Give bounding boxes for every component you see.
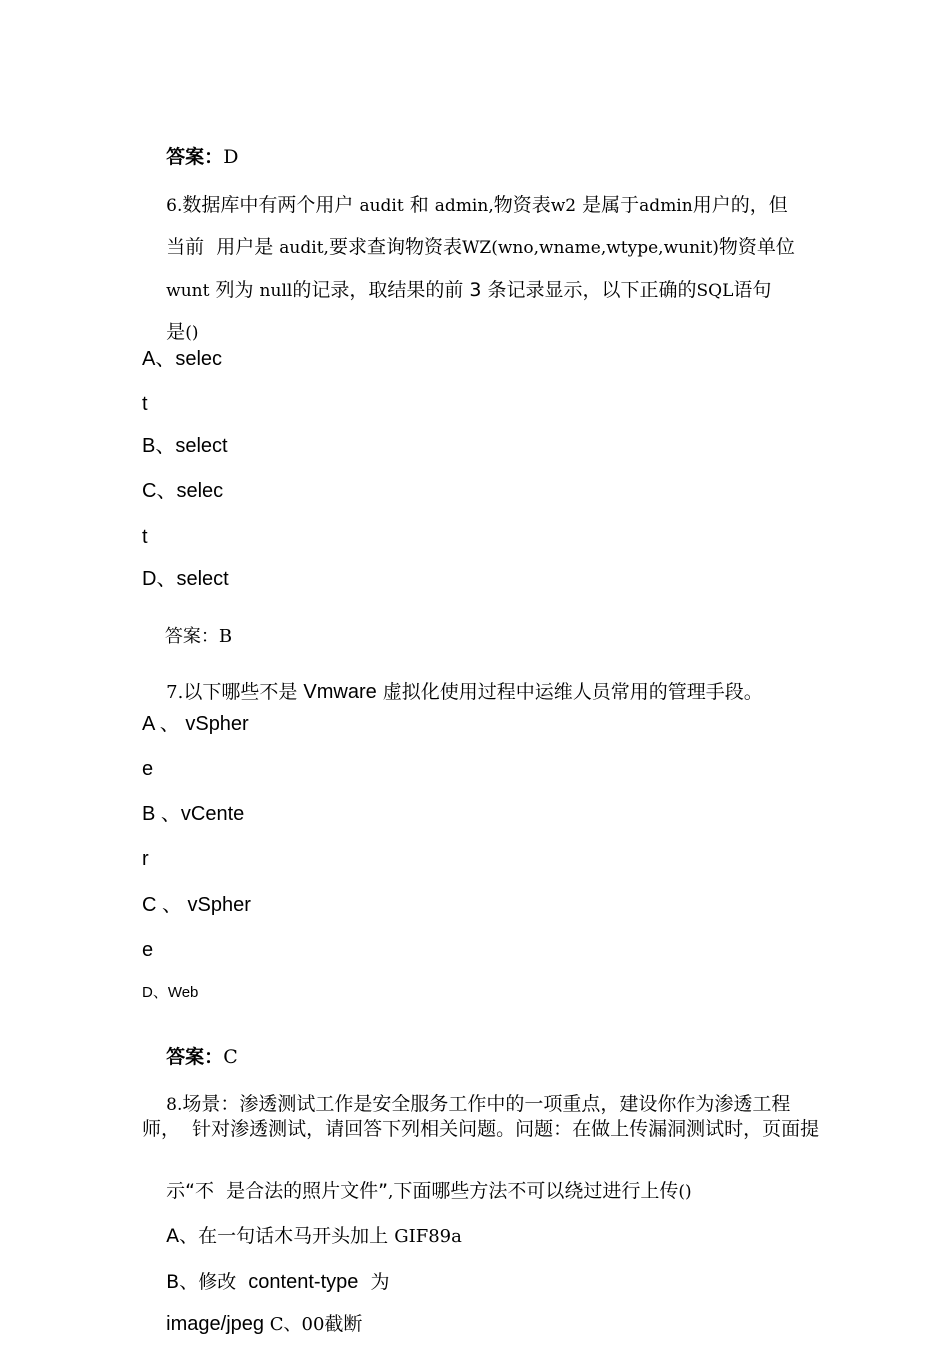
- text-run: 物资单位: [718, 236, 795, 258]
- text-run: 为: [358, 1271, 390, 1293]
- answer-label: 答案：: [164, 626, 219, 647]
- text-run: 以下哪些不是: [183, 681, 304, 703]
- text-run: ,: [387, 1182, 394, 1202]
- text-run: 数据库中有两个用户: [182, 194, 360, 216]
- code-run: (): [185, 323, 199, 343]
- q7-option-c: C 、 vSpher: [142, 894, 251, 916]
- text-run: C、00: [264, 1314, 325, 1335]
- q6-option-a: A、selec: [142, 348, 223, 370]
- text-run: 当前 用户是: [166, 236, 280, 258]
- text-run: 虚拟化使用过程中运维人员常用的管理手段。: [376, 681, 763, 703]
- q7-option-d: D、Web: [142, 984, 199, 1001]
- text-run: 的记录，取结果的前 3 条记录显示，以下正确的: [292, 279, 697, 301]
- code-run: (): [678, 1182, 692, 1202]
- text-run: 要求查询物资表: [328, 236, 462, 258]
- q6-option-c: C、selec: [142, 480, 224, 502]
- q6-option-a-wrap: t: [142, 393, 148, 415]
- code-run: audit: [359, 196, 404, 216]
- q6-option-b: B、select: [142, 435, 228, 457]
- text-run: 下面哪些方法不可以绕过进行上传: [393, 1180, 679, 1202]
- answer-label: 答案：: [166, 1046, 224, 1068]
- q6-number: 6.: [166, 196, 183, 216]
- q7-option-b: B 、vCente: [142, 803, 245, 825]
- q7-option-a: A 、 vSpher: [142, 713, 249, 735]
- code-run: audit,: [279, 238, 329, 258]
- q8-stem-line-2: 师， 针对渗透测试，请回答下列相关问题。问题：在做上传漏洞测试时，页面提: [142, 1118, 820, 1140]
- q8-number: 8.: [166, 1095, 183, 1115]
- q7-number: 7.: [166, 682, 184, 703]
- answer-q6: [142, 610, 232, 664]
- q7-option-a-wrap: e: [142, 758, 154, 780]
- text-run: content-type: [248, 1271, 359, 1293]
- text-run: 语句: [733, 279, 772, 301]
- code-run: null: [259, 281, 293, 301]
- text-run: 示“不 是合法的照片文件”: [166, 1180, 388, 1202]
- code-run: admin: [639, 196, 693, 216]
- text-run: 和: [403, 194, 435, 216]
- text-run: 列为: [209, 279, 260, 301]
- text-run: 物资表: [493, 194, 551, 216]
- text-run: 是属于: [576, 194, 640, 216]
- text-run: B、修改: [166, 1271, 249, 1293]
- text-run: GIF89a: [394, 1226, 462, 1247]
- q7-option-b-wrap: r: [142, 848, 149, 870]
- q7-option-c-wrap: e: [142, 939, 154, 961]
- q8-option-b-wrap-and-c: [142, 1295, 362, 1353]
- code-run: wunt: [166, 281, 210, 301]
- code-run: SQL: [696, 281, 734, 301]
- answer-value: B: [218, 626, 233, 647]
- text-run: image/jpeg: [166, 1313, 265, 1335]
- answer-value: C: [223, 1046, 238, 1068]
- text-run: 是: [166, 321, 186, 343]
- text-run: 截断: [324, 1313, 363, 1335]
- q6-option-d: D、select: [142, 568, 229, 590]
- code-run: w2: [550, 196, 577, 216]
- code-run: WZ(wno,wname,wtype,wunit): [461, 238, 719, 258]
- answer-value: D: [223, 146, 239, 168]
- text-run: Vmware: [303, 681, 377, 703]
- text-run: 用户的，但: [692, 194, 788, 216]
- q6-stem-line-3: [142, 262, 771, 319]
- answer-label: 答案：: [166, 146, 224, 168]
- code-run: admin,: [434, 196, 494, 216]
- text-run: A、在一句话木马开头加上: [166, 1225, 395, 1247]
- text-run: 场景：渗透测试工作是安全服务工作中的一项重点，建设你作为渗透工程: [182, 1093, 791, 1115]
- q6-option-c-wrap: t: [142, 526, 148, 548]
